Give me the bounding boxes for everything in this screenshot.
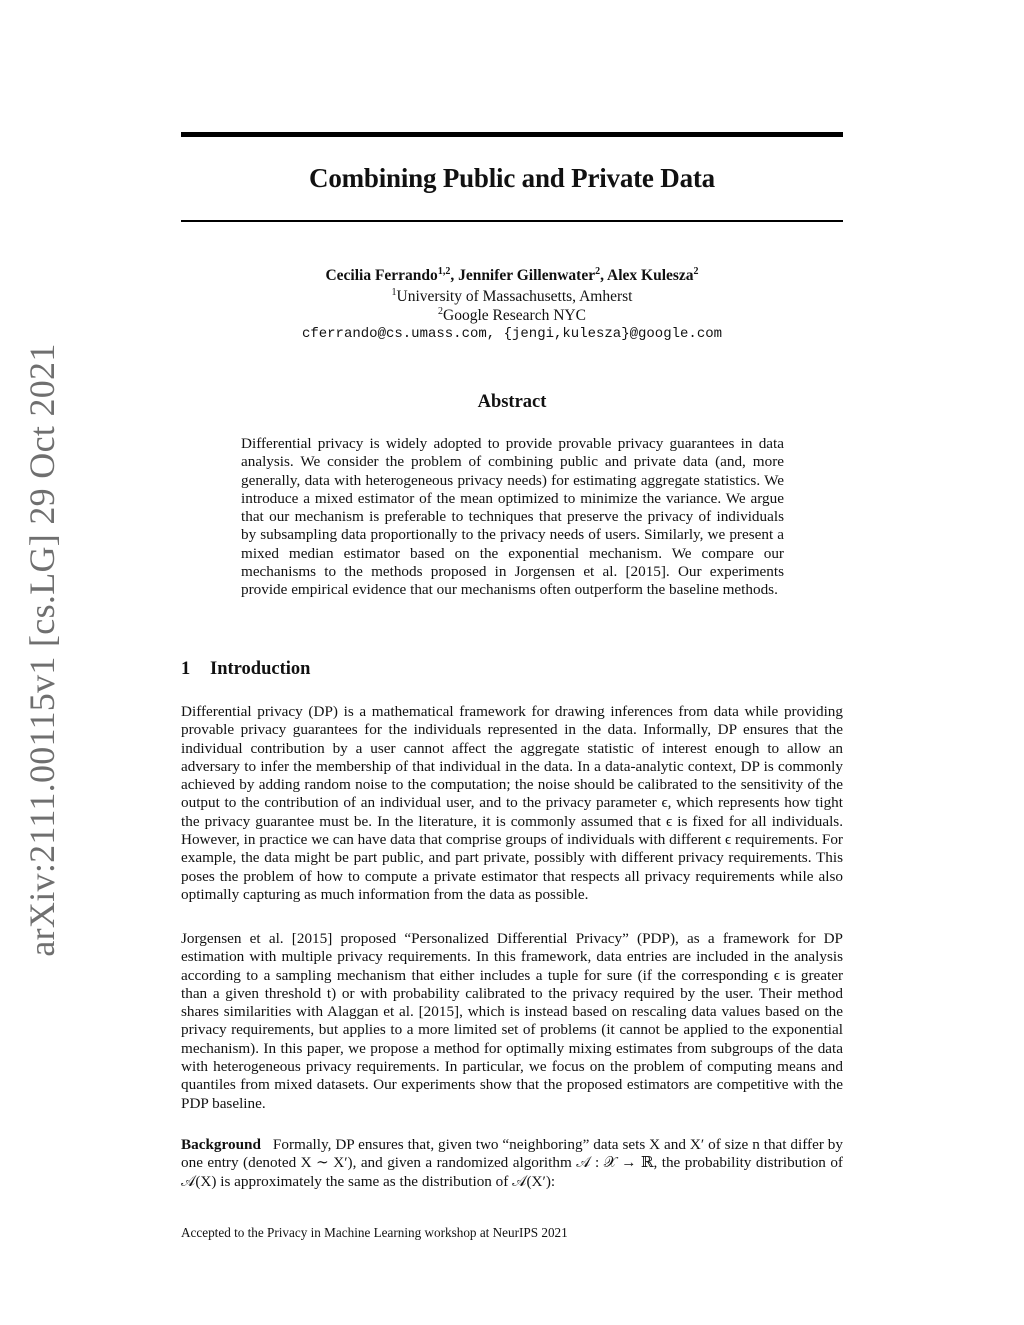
intro-paragraph-2: Jorgensen et al. [2015] proposed “Personalized Differential Privacy” (PDP), as a framework for DP estimation with multiple privacy requirements. In this framework, data entries are included in the analysis according to a sampling mechanism that either includes a tuple for sure (if the corresponding ϵ is greater than a given threshold t) or with probability calibrated to the privacy required by the user. Their method shares similarities with Alaggan et al. [2015], which is instead based on rescaling data values based on the privacy requirements, but applies to a more limited set of problems (it cannot be applied to the exponential mechanism). In this paper, we propose a method for optimally mixing estimates from subgroups of the data with heterogeneous privacy requirements. In particular, we focus on the problem of computing means and quantiles from mixed datasets. Our experiments show that the proposed estimators are competitive with the PDP baseline.: [181, 930, 843, 1112]
arxiv-identifier: arXiv:2111.00115v1 [cs.LG] 29 Oct 2021: [22, 343, 62, 957]
affil-mark: 1: [391, 287, 397, 298]
affiliation-text: Google Research NYC: [443, 307, 586, 325]
affiliation-text: University of Massachusetts, Amherst: [396, 288, 633, 306]
author-affil-mark: 1,2: [437, 266, 451, 277]
author-emails: cferrando@cs.umass.com, {jengi,kulesza}@google.com: [301, 326, 723, 342]
paper-title: Combining Public and Private Data: [309, 163, 715, 193]
abstract-body: Differential privacy is widely adopted to provide provable privacy guarantees in data analysis. We consider the problem of combining public and private data (and, more generally, data with heterogeneous privacy needs) for estimating aggregate statistics. We introduce a mixed estimator of the mean optimized to minimize the variance. We argue that our mechanism is preferable to techniques that preserve the privacy of individuals by subsampling data proportionally to the privacy needs of users. Similarly, we present a mixed median estimator based on the exponential mechanism. We compare our mechanisms to the methods proposed in Jorgensen et al. [2015]. Our experiments provide empirical evidence that our mechanisms often outperform the baseline methods.: [241, 435, 784, 599]
abstract-heading: Abstract: [477, 392, 547, 412]
author-name: Alex Kulesza: [607, 267, 694, 285]
author-name: Jennifer Gillenwater: [458, 267, 596, 285]
affiliation-1: [181, 287, 843, 306]
affil-mark: 2: [438, 306, 444, 317]
author-list: Cecilia Ferrando$^{1,2}$, Jennifer Gillenwater$^2$, Alex Kulesza$^2$: [325, 266, 699, 285]
author-name: Cecilia Ferrando: [325, 267, 438, 285]
section-title: Introduction: [210, 659, 311, 679]
background-paragraph: [181, 1136, 843, 1191]
venue-footnote: Accepted to the Privacy in Machine Learning workshop at NeurIPS 2021: [181, 1225, 568, 1240]
background-runin-heading: Background: [181, 1136, 261, 1153]
section-number: 1: [181, 659, 191, 679]
section-heading-introduction: [181, 659, 310, 680]
title-bottom-rule: [181, 220, 843, 222]
affiliation-2: [181, 306, 843, 325]
author-affil-mark: 2: [595, 266, 601, 277]
author-affil-mark: 2: [693, 266, 699, 277]
background-text: Formally, DP ensures that, given two “neighboring” data sets X and X′ of size n that differ by one entry (denoted X ∼ X′), and given a randomized algorithm 𝒜 : 𝒳 → ℝ, the probability distribution of 𝒜(X) is approximately the same as the distribution of 𝒜(X′):: [181, 1136, 843, 1190]
title-top-rule: [181, 132, 843, 137]
intro-paragraph-1: Differential privacy (DP) is a mathematical framework for drawing inferences from data while providing provable privacy guarantees for the individuals represented in the data. Informally, DP ensures that the individual contribution by a user cannot affect the aggregate statistic of interest enough to allow an adversary to infer the membership of that individual in the data. In a data-analytic context, DP is commonly achieved by adding random noise to the computation; the noise should be calibrated to the sensitivity of the output to the contribution of an individual user, and to the privacy parameter ϵ, which represents how tight the privacy guarantee must be. In the literature, it is commonly assumed that ϵ is fixed for all individuals. However, in practice we can have data that comprise groups of individuals with different ϵ requirements. For example, the data might be part public, and part private, possibly with different privacy requirements. This poses the problem of how to compute a private estimator that respects all privacy requirements while also optimally capturing as much information from the data as possible.: [181, 703, 843, 903]
